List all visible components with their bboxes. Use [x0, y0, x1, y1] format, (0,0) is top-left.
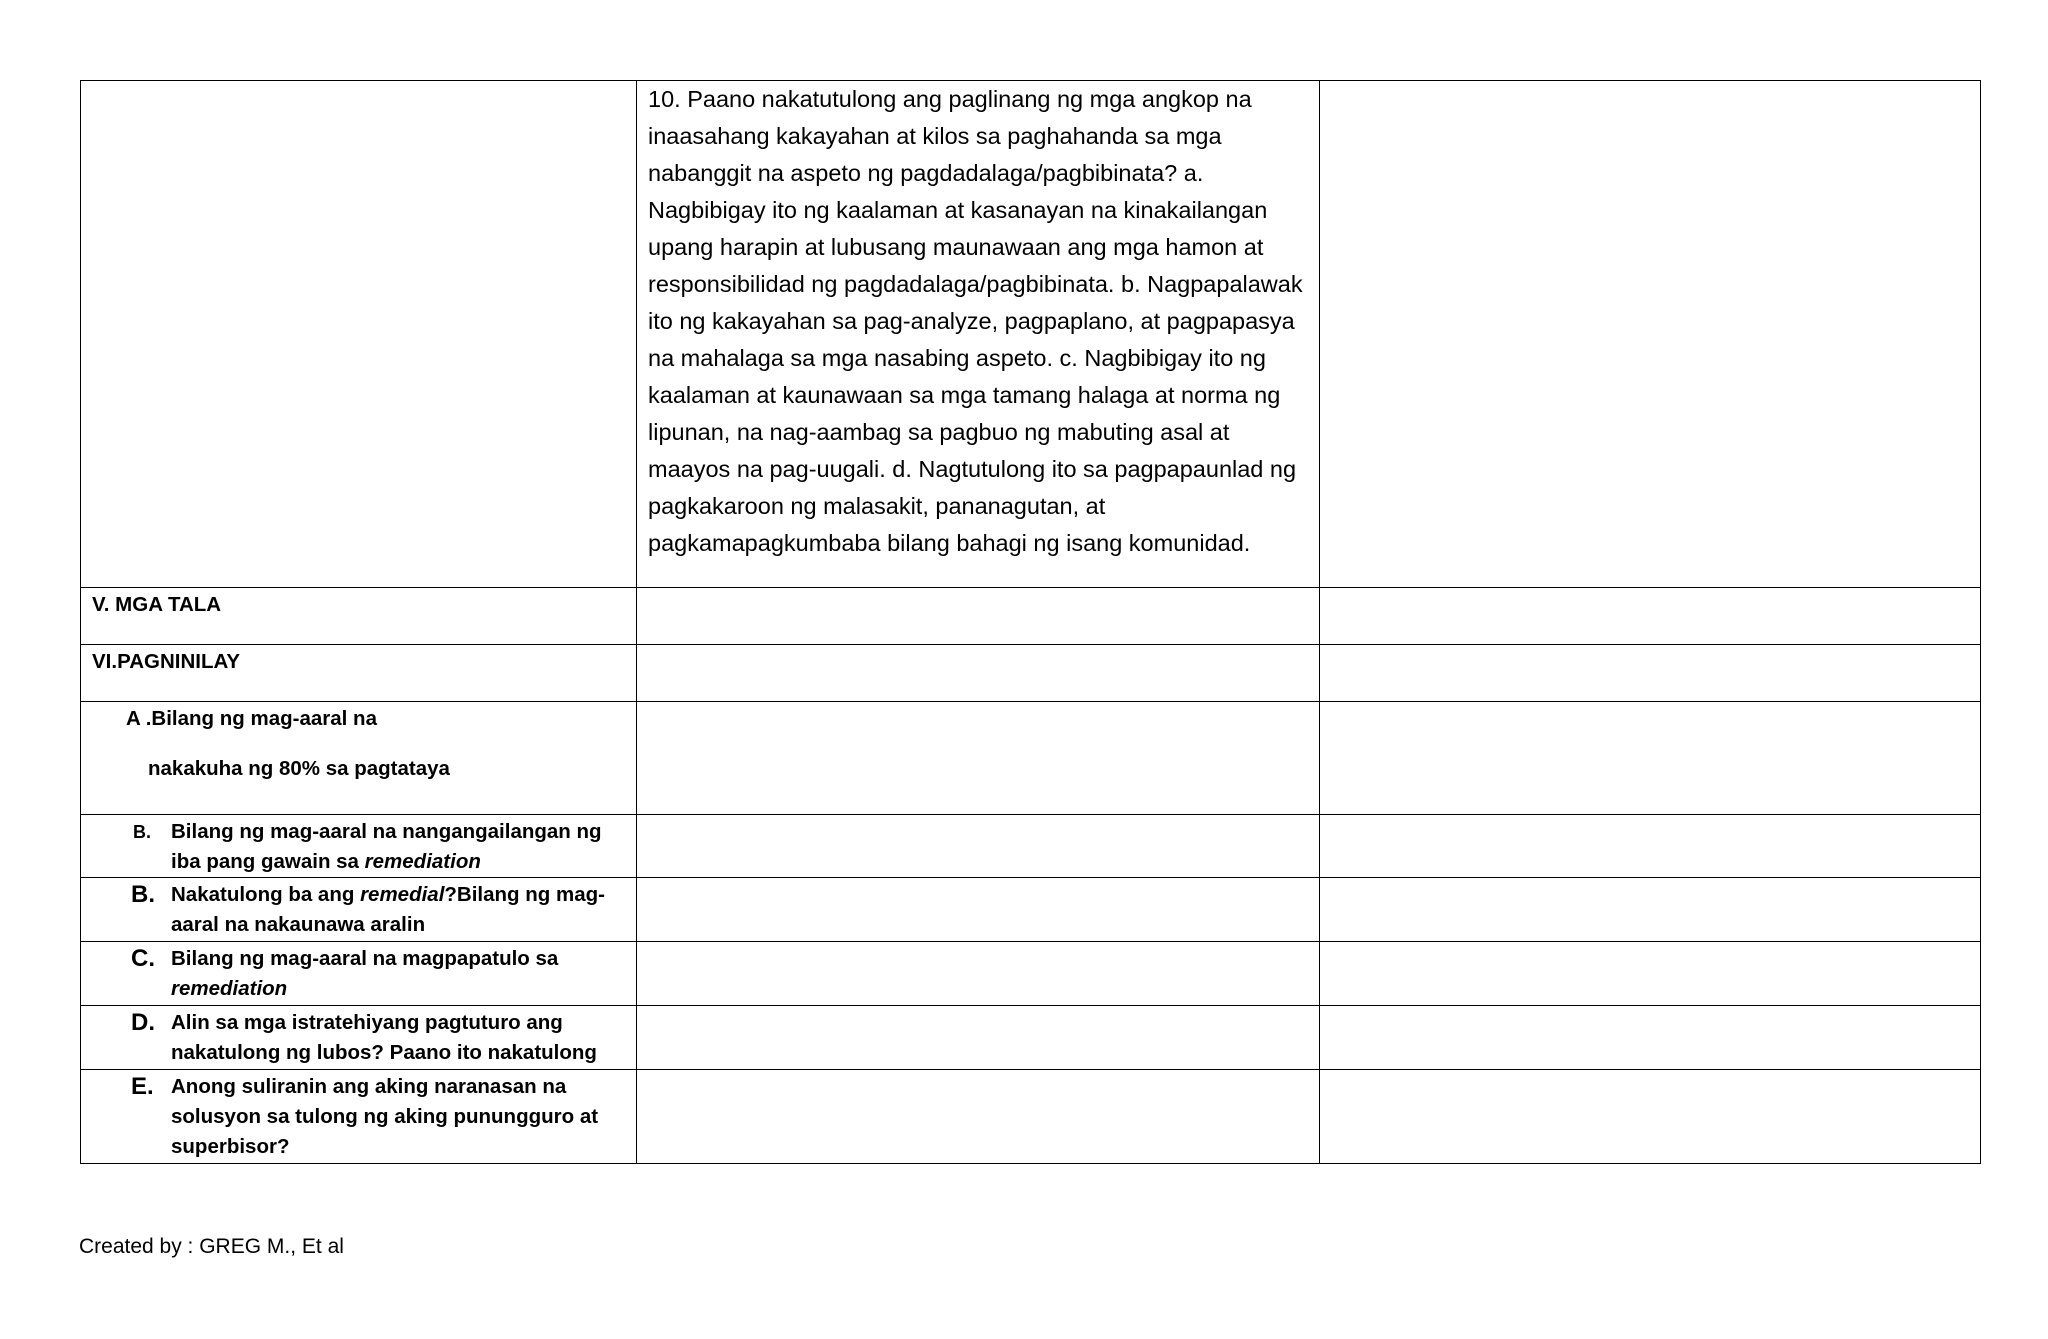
item-text: Anong suliranin ang aking naranasan na solusyon sa tulong ng aking punungguro at superbisor?: [171, 1075, 599, 1158]
row-d-cell-2: [637, 1006, 1320, 1070]
row-a-cell-3: [1320, 702, 1981, 815]
item-text: Nakatulong ba ang remedial?Bilang ng mag-aaral na nakaunawa aralin: [171, 883, 605, 936]
row-e: [81, 1070, 1981, 1164]
question-notes-cell: [1320, 81, 1981, 588]
question-10-text: 10. Paano nakatutulong ang paglinang ng mga angkop na inaasahang kakayahan at kilos sa paghahanda sa mga nabanggit na aspeto ng pagdadalaga/pagbibinata? a. Nagbibigay ito ng kaalaman at kasanayan na kinakailangan upang harapin at lubusang maunawaan ang mga hamon at responsibilidad ng pagdadalaga/pagbibinata. b. Nagpapalawak ito ng kakayahan sa pag-analyze, pagpaplano, at pagpapasya na mahalaga sa mga nasabing aspeto. c. Nagbibigay ito ng kaalaman at kaunawaan sa mga tamang halaga at norma ng lipunan, na nag-aambag sa pagbuo ng mabuting asal at maayos na pag-uugali. d. Nagtutulong ito sa pagpapaunlad ng pagkakaroon ng malasakit, pananagutan, at pagkamapagkumbaba bilang bahagi ng isang komunidad.: [648, 86, 1303, 556]
row-b-cell-3: [1320, 815, 1981, 878]
row-a: [81, 702, 1981, 815]
mga-tala-label-cell: [81, 588, 637, 645]
row-e-cell-3: [1320, 1070, 1981, 1164]
item-text: Bilang ng mag-aaral na nangangailangan ng iba pang gawain sa remediation: [171, 820, 602, 873]
row-d-label-cell: [81, 1006, 637, 1070]
pagninilay-cell-3: [1320, 645, 1981, 702]
question-cell: [637, 81, 1320, 588]
row-b-label-cell: [81, 815, 637, 878]
item-letter: C.: [131, 945, 155, 972]
question-row: [81, 81, 1981, 588]
row-c-label-cell: [81, 942, 637, 1006]
item-letter: B.: [131, 881, 155, 908]
row-b2-label-cell: [81, 878, 637, 942]
row-d-cell-3: [1320, 1006, 1981, 1070]
row-b-remedial: [81, 878, 1981, 942]
row-b2-cell-2: [637, 878, 1320, 942]
row-b2-cell-3: [1320, 878, 1981, 942]
item-text: Bilang ng mag-aaral na magpapatulo sa remediation: [171, 947, 559, 1000]
mga-tala-cell-2: [637, 588, 1320, 645]
row-d: [81, 1006, 1981, 1070]
row-b-remediation: [81, 815, 1981, 878]
pagninilay-label: VI.PAGNINILAY: [92, 650, 241, 673]
pagninilay-cell-2: [637, 645, 1320, 702]
pagninilay-row: [81, 645, 1981, 702]
mga-tala-label: V. MGA TALA: [92, 593, 222, 616]
footer-credit: Created by : GREG M., Et al: [79, 1235, 344, 1258]
pagninilay-label-cell: [81, 645, 637, 702]
row-e-cell-2: [637, 1070, 1320, 1164]
row-a-line-1: A .Bilang ng mag-aaral na: [126, 707, 377, 730]
row-c-cell-2: [637, 942, 1320, 1006]
mga-tala-cell-3: [1320, 588, 1981, 645]
row-a-label-cell: [81, 702, 637, 815]
item-letter: D.: [131, 1009, 155, 1036]
question-label-cell: [81, 81, 637, 588]
item-letter: B.: [133, 822, 151, 842]
row-b-cell-2: [637, 815, 1320, 878]
row-c: [81, 942, 1981, 1006]
row-a-cell-2: [637, 702, 1320, 815]
item-letter: E.: [131, 1073, 154, 1100]
row-a-line-2: nakakuha ng 80% sa pagtataya: [148, 757, 450, 780]
item-text: Alin sa mga istratehiyang pagtuturo ang nakatulong ng lubos? Paano ito nakatulong: [171, 1011, 597, 1064]
mga-tala-row: [81, 588, 1981, 645]
daily-lesson-log-table: [80, 80, 1981, 1164]
row-c-cell-3: [1320, 942, 1981, 1006]
row-e-label-cell: [81, 1070, 637, 1164]
